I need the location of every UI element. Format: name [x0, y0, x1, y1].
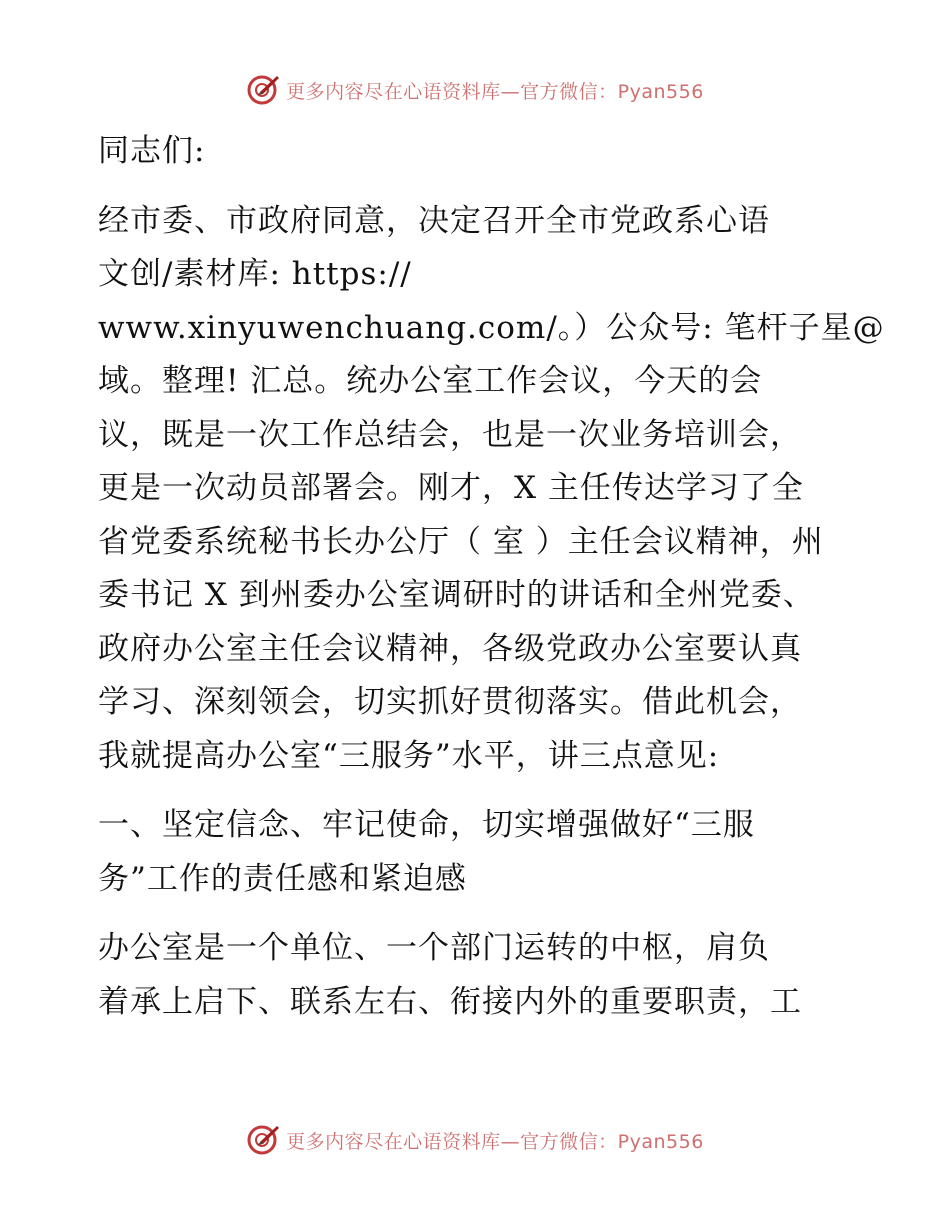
paragraph-intro [98, 195, 885, 784]
pen-logo-icon [246, 73, 280, 107]
text-line: 省党委系统秘书长办公厅（ 室 ）主任会议精神，州 [98, 523, 824, 560]
text-line: 议，既是一次工作总结会，也是一次业务培训会， [98, 416, 802, 453]
watermark-text: 更多内容尽在心语资料库—官方微信：Pyan556 [286, 80, 704, 103]
section-heading-1 [98, 799, 858, 906]
text-line: 更是一次动员部署会。刚才，X 主任传达学习了全 [98, 470, 804, 506]
text-line: 学习、深刻领会，切实抓好贯彻落实。借此机会， [98, 684, 802, 720]
paragraph-office-role [98, 922, 858, 1029]
text-line: 经市委、市政府同意，决定召开全市党政系心语 [98, 202, 770, 239]
text-line: 文创/素材库: https:// [98, 256, 412, 292]
document-body [98, 125, 885, 1029]
text-line: 办公室是一个单位、一个部门运转的中枢，肩负 [98, 930, 770, 966]
salutation: 同志们: [98, 133, 206, 169]
text-line: 我就提高办公室“三服务”水平，讲三点意见: [98, 737, 720, 774]
text-line: 委书记 X 到州委办公室调研时的讲话和全州党委、 [98, 577, 815, 613]
text-line: 着承上启下、联系左右、衔接内外的重要职责，工 [98, 983, 802, 1020]
text-line: 务”工作的责任感和紧迫感 [98, 860, 467, 897]
pen-logo-icon [246, 1123, 280, 1157]
text-line: 域。整理! 汇总。统办公室工作会议，今天的会 [98, 363, 763, 399]
watermark-header [0, 70, 950, 110]
watermark-text: 更多内容尽在心语资料库—官方微信：Pyan556 [286, 1130, 704, 1153]
text-line: www.xinyuwenchuang.com/。）公众号: 笔杆子星@ [98, 309, 885, 346]
text-line: 政府办公室主任会议精神，各级党政办公室要认真 [98, 630, 802, 667]
text-line: 一、坚定信念、牢记使命，切实增强做好“三服 [98, 807, 755, 843]
watermark-footer [0, 1120, 950, 1160]
